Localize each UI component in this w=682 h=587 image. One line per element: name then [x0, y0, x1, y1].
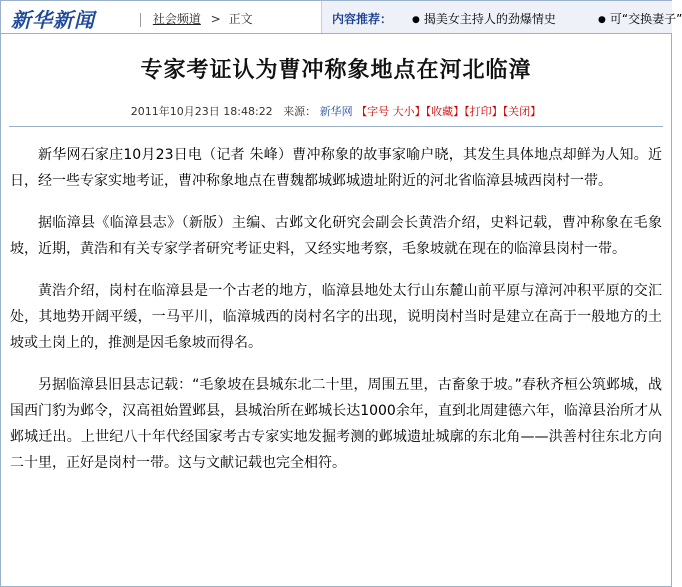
breadcrumb-current: 正文	[228, 12, 253, 26]
article-title: 专家考证认为曹冲称象地点在河北临漳	[140, 58, 532, 83]
favorite-tool[interactable]: 【收藏】	[425, 105, 465, 118]
breadcrumb-channel-link[interactable]: 社会频道	[152, 12, 201, 26]
bullet-icon: ●	[412, 15, 420, 25]
breadcrumb-separator: >	[210, 12, 221, 26]
close-tool[interactable]: 【关闭】	[502, 105, 542, 118]
source-label: 来源：	[283, 105, 317, 118]
print-tool[interactable]: 【打印】	[464, 105, 503, 118]
paragraph: 另据临漳县旧县志记载：“毛象坡在县城东北二十里，周围五里，古畜象于坡。”春秋齐桓公筑邺城，战国西门豹为邺令，汉高祖始置邺县，县城治所在邺城长达1000余年，直到北周建德六年，临漳县治所才从邺城迁出。上世纪八十年代经国家考古专家实地发掘考测的邺城遗址城廓的东北角——洪善村往东北方向二十里，正好是岗村一带。这与文献记载也完全相符。	[10, 377, 662, 471]
recommend-item[interactable]: ● 可“交换妻子”	[598, 12, 682, 26]
divider	[9, 126, 663, 127]
paragraph: 据临漳县《临漳县志》（新版）主编、古邺文化研究会副会长黄浩介绍，史料记载，曹冲称象在毛象坡，近期，黄浩和有关专家学者研究考证史料，又经实地考察，毛象坡就在现在的临漳县岗村一带。	[10, 215, 662, 257]
article-body	[10, 142, 662, 492]
bullet-icon: ●	[598, 15, 606, 25]
breadcrumb	[140, 10, 253, 27]
recommend-bar	[321, 1, 682, 33]
paragraph: 新华网石家庄10月23日电（记者 朱峰）曹冲称象的故事家喻户晓，其发生具体地点却鲜为人知。近日，经一些专家实地考证，曹冲称象地点在曹魏都城邺城遗址附近的河北省临漳县城西岗村一带。	[10, 147, 662, 189]
source-link[interactable]: 新华网	[319, 105, 353, 118]
article-datetime: 2011年10月23日 18:48:22	[130, 105, 273, 118]
top-bar	[1, 1, 682, 34]
recommend-item[interactable]: ● 揭美女主持人的劲爆情史	[412, 12, 556, 26]
divider	[140, 13, 141, 27]
title-area	[1, 34, 671, 101]
article-meta	[1, 103, 671, 119]
site-logo[interactable]: 新华新闻	[11, 8, 95, 32]
font-size-tool[interactable]: 【字号 大小】	[356, 105, 426, 118]
recommend-label: 内容推荐：	[332, 12, 393, 26]
paragraph: 黄浩介绍，岗村在临漳县是一个古老的地方，临漳县地处太行山东麓山前平原与漳河冲积平原的交汇处，其地势开阔平缓，一马平川，临漳城西的岗村名字的出现，说明岗村当时是建立在高于一般地方的土坡或土岗上的，推测是因毛象坡而得名。	[10, 283, 662, 351]
